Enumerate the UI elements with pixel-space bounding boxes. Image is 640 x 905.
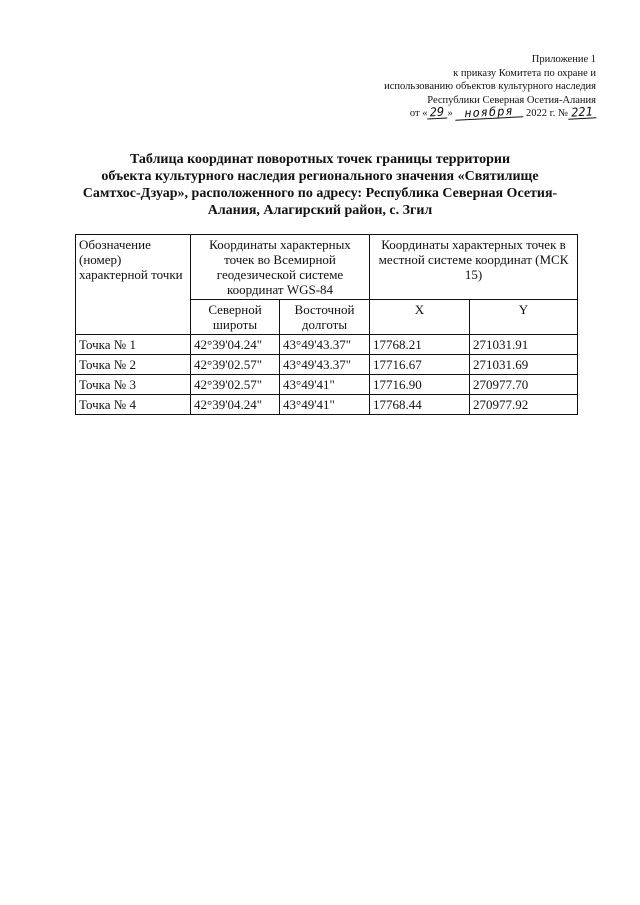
- cell-point: Точка № 3: [76, 375, 191, 395]
- title-line-1: Таблица координат поворотных точек границы территории: [129, 152, 511, 167]
- handwritten-month: ноября: [455, 105, 524, 121]
- annex-header: [384, 53, 596, 121]
- cell-latitude: 42°39'04.24": [191, 395, 280, 415]
- annex-date-line: [384, 103, 596, 121]
- cell-point: Точка № 2: [76, 355, 191, 375]
- cell-y: 271031.91: [470, 335, 578, 355]
- header-north-latitude: Северной широты: [191, 300, 280, 335]
- header-x: X: [370, 300, 470, 335]
- cell-x: 17716.67: [370, 355, 470, 375]
- title-line-2: объекта культурного наследия регионального значения «Святилище: [101, 169, 539, 184]
- annex-order-line: к приказу Комитета по охране и: [453, 67, 596, 79]
- header-y: Y: [470, 300, 578, 335]
- date-suffix: »: [447, 108, 453, 119]
- cell-latitude: 42°39'02.57": [191, 355, 280, 375]
- annex-committee-line: использованию объектов культурного наследия: [384, 81, 596, 92]
- annex-republic-line: Республики Северная Осетия-Алания: [427, 94, 596, 106]
- header-wgs84: Координаты характерных точек во Всемирной геодезической системе координат WGS-84: [191, 235, 370, 300]
- cell-latitude: 42°39'02.57": [191, 375, 280, 395]
- date-prefix: от «: [409, 108, 428, 119]
- cell-x: 17716.90: [370, 375, 470, 395]
- cell-x: 17768.44: [370, 395, 470, 415]
- header-msk15: Координаты характерных точек в местной системе координат (МСК 15): [370, 235, 578, 300]
- title-line-3: Самтхос-Дзуар», расположенного по адресу: Республика Северная Осетия-: [82, 186, 558, 201]
- table-row: [76, 375, 578, 395]
- cell-point: Точка № 4: [76, 395, 191, 415]
- handwritten-day: 29: [427, 106, 448, 119]
- title-line-4: Алания, Алагирский район, с. Згил: [207, 203, 433, 218]
- table-row: [76, 355, 578, 375]
- cell-y: 270977.70: [470, 375, 578, 395]
- cell-x: 17768.21: [370, 335, 470, 355]
- cell-point: Точка № 1: [76, 335, 191, 355]
- table-row: [76, 395, 578, 415]
- year-and-number-label: 2022 г. №: [525, 108, 568, 119]
- table-row: [76, 335, 578, 355]
- coordinates-table: [75, 234, 578, 415]
- handwritten-order-number: 221: [568, 106, 597, 119]
- document-title: [60, 151, 580, 219]
- cell-longitude: 43°49'43.37": [280, 355, 370, 375]
- cell-longitude: 43°49'41": [280, 395, 370, 415]
- header-point-designation: Обозначение (номер) характерной точки: [76, 235, 191, 335]
- annex-title: Приложение 1: [531, 54, 596, 65]
- cell-y: 270977.92: [470, 395, 578, 415]
- cell-longitude: 43°49'41": [280, 375, 370, 395]
- cell-longitude: 43°49'43.37": [280, 335, 370, 355]
- cell-latitude: 42°39'04.24": [191, 335, 280, 355]
- table-header-row: [76, 235, 578, 300]
- header-east-longitude: Восточной долготы: [280, 300, 370, 335]
- cell-y: 271031.69: [470, 355, 578, 375]
